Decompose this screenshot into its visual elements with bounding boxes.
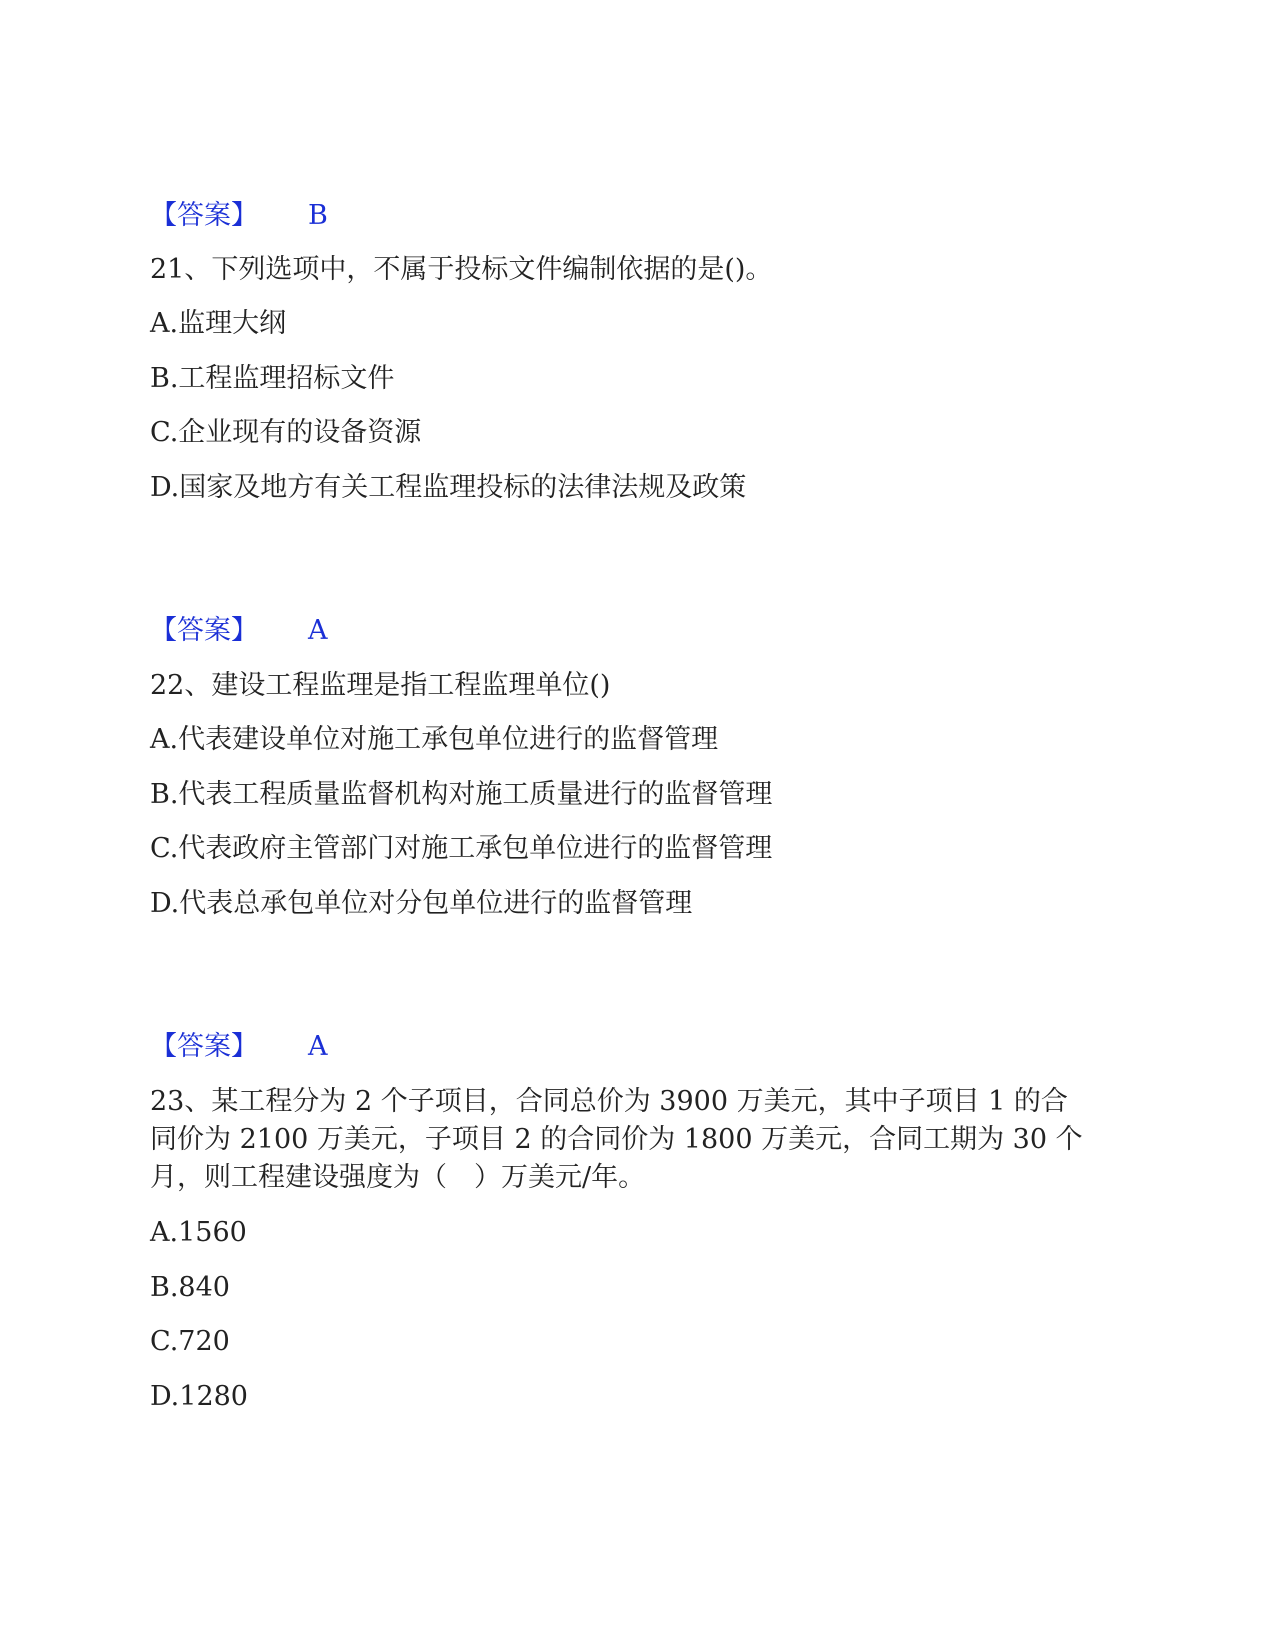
option-d: D.1280 xyxy=(150,1381,248,1412)
answer-label: 【答案】 xyxy=(150,615,258,646)
option-a: A.监理大纲 xyxy=(150,308,287,339)
option-a: A.1560 xyxy=(150,1217,247,1248)
option-b: B.工程监理招标文件 xyxy=(150,363,395,394)
option-d: D.代表总承包单位对分包单位进行的监督管理 xyxy=(150,888,693,919)
option-b: B.840 xyxy=(150,1272,230,1303)
option-d: D.国家及地方有关工程监理投标的法律法规及政策 xyxy=(150,472,747,503)
answer-row xyxy=(150,611,328,651)
question-stem: 22、建设工程监理是指工程监理单位() xyxy=(150,670,611,701)
option-c: C.代表政府主管部门对施工承包单位进行的监督管理 xyxy=(150,833,773,864)
answer-value: A xyxy=(308,1031,328,1062)
question-stem-line-3: 月，则工程建设强度为（ ）万美元/年。 xyxy=(150,1162,646,1193)
question-stem-line-1: 23、某工程分为 2 个子项目，合同总价为 3900 万美元，其中子项目 1 的合 xyxy=(150,1086,1068,1117)
question-stem: 21、下列选项中，不属于投标文件编制依据的是()。 xyxy=(150,254,773,285)
answer-value: A xyxy=(308,615,328,646)
question-stem-line-2: 同价为 2100 万美元，子项目 2 的合同价为 1800 万美元，合同工期为 30 个 xyxy=(150,1124,1083,1155)
option-c: C.企业现有的设备资源 xyxy=(150,417,422,448)
answer-label: 【答案】 xyxy=(150,200,258,231)
option-c: C.720 xyxy=(150,1326,230,1357)
option-a: A.代表建设单位对施工承包单位进行的监督管理 xyxy=(150,724,719,755)
answer-row xyxy=(150,196,328,236)
option-b: B.代表工程质量监督机构对施工质量进行的监督管理 xyxy=(150,779,773,810)
answer-label: 【答案】 xyxy=(150,1031,258,1062)
answer-row xyxy=(150,1027,328,1067)
answer-value: B xyxy=(308,200,328,231)
